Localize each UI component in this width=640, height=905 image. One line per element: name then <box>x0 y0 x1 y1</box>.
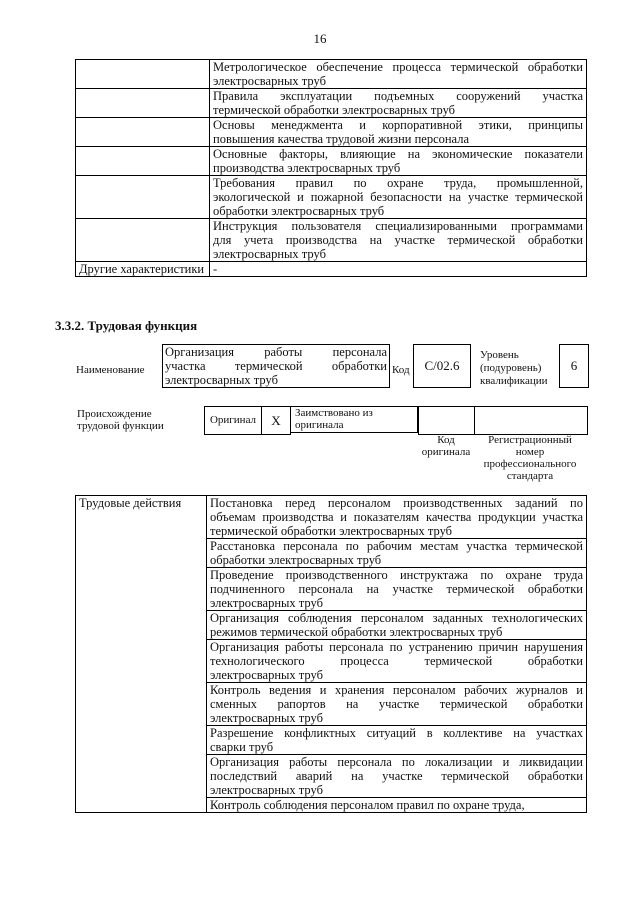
reg-caption-line: номер <box>515 446 545 458</box>
code-caption-line: Код <box>437 434 455 446</box>
cell-line: для учета производства на участке термической обработки <box>213 233 583 247</box>
cell-line: термической обработки электросварных труб <box>210 524 453 538</box>
labor-actions-label: Трудовые действия <box>76 496 207 813</box>
reg-caption-line: профессионального <box>483 458 577 470</box>
table-row <box>76 262 587 277</box>
reg-caption-line: Регистрационный <box>488 434 572 446</box>
cell-line: Правила эксплуатации подъемных сооружений участка <box>213 89 583 103</box>
cell-line: сменных рапортов на участке термической обработки <box>210 697 583 711</box>
cell-line: обработки электросварных труб <box>210 553 382 567</box>
row-value-cell <box>210 176 587 219</box>
cell-line: Организация работы персонала по устранению причин нарушения <box>210 640 583 654</box>
row-value-cell <box>210 89 587 118</box>
name-label: Наименование <box>76 364 145 376</box>
name-box <box>162 344 390 388</box>
cell-line: Контроль ведения и хранения персоналом рабочих журналов и <box>210 683 583 697</box>
row-value-cell <box>210 219 587 262</box>
code-caption <box>418 434 474 458</box>
cell-line: подчиненного персонала на участке термической обработки <box>210 582 583 596</box>
labor-action-cell <box>207 798 587 813</box>
cell-line: Расстановка персонала по рабочим местам участка термической <box>210 539 583 553</box>
cell-line: обработки электросварных труб <box>213 204 385 218</box>
table-row <box>76 89 587 118</box>
labor-actions-table <box>75 495 587 813</box>
cell-line: технологического процесса термической обработки <box>210 654 583 668</box>
name-line: электросварных труб <box>165 373 278 387</box>
borrowed-line: Заимствовано из <box>295 407 373 419</box>
cell-line: Постановка перед персоналом производственных заданий по <box>210 496 583 510</box>
table-row <box>76 219 587 262</box>
row-label-cell <box>76 176 210 219</box>
cell-line: электросварных труб <box>210 596 323 610</box>
labor-action-cell <box>207 755 587 798</box>
table-row <box>76 176 587 219</box>
code-caption-line: оригинала <box>421 446 471 458</box>
origin-label-line: Происхождение <box>77 408 152 420</box>
cell-line: Инструкция пользователя специализированными программами <box>213 219 583 233</box>
name-line: Организация работы персонала <box>165 345 387 359</box>
row-value-cell <box>210 60 587 89</box>
cell-line: электросварных труб <box>210 668 323 682</box>
labor-action-cell <box>207 496 587 539</box>
knowledge-table <box>75 59 587 277</box>
row-value-cell <box>210 147 587 176</box>
origin-mark-cell: X <box>261 406 291 435</box>
section-title: 3.3.2. Трудовая функция <box>55 318 198 333</box>
cell-line: объемам производства и показателям качества продукции участка <box>210 510 583 524</box>
table-row <box>76 118 587 147</box>
origin-original-cell: Оригинал <box>204 406 262 435</box>
cell-line: производства электросварных труб <box>213 161 401 175</box>
cell-line: сварки труб <box>210 740 274 754</box>
cell-line: Основы менеджмента и корпоративной этики, принципы <box>213 118 583 132</box>
labor-action-cell <box>207 683 587 726</box>
cell-line: электросварных труб <box>213 74 326 88</box>
cell-line: Метрологическое обеспечение процесса термической обработки <box>213 60 583 74</box>
cell-line: Проведение производственного инструктажа по охране труда <box>210 568 583 582</box>
level-label-line: (подуровень) <box>480 362 542 374</box>
cell-line: Основные факторы, влияющие на экономические показатели <box>213 147 583 161</box>
table-row <box>76 147 587 176</box>
reg-caption-line: стандарта <box>506 470 554 482</box>
row-label-cell <box>76 118 210 147</box>
cell-line: Организация соблюдения персоналом заданных технологических <box>210 611 583 625</box>
cell-line: экологической и пожарной безопасности на участке термической <box>213 190 583 204</box>
level-box: 6 <box>559 344 589 388</box>
row-label-cell <box>76 219 210 262</box>
reg-caption <box>474 434 586 482</box>
level-label-line: Уровень <box>480 349 519 361</box>
origin-borrowed-cell <box>290 406 418 433</box>
cell-line: - <box>213 262 218 276</box>
cell-line: режимов термической обработки электросварных труб <box>210 625 503 639</box>
page-number: 16 <box>313 31 327 46</box>
table-row <box>76 496 587 539</box>
labor-action-cell <box>207 611 587 640</box>
cell-line: повышения качества трудовой жизни персонала <box>213 132 470 146</box>
code-label: Код <box>392 364 410 376</box>
cell-line: электросварных труб <box>210 783 323 797</box>
labor-action-cell <box>207 539 587 568</box>
cell-line: последствий аварий на участке термической обработки <box>210 769 583 783</box>
origin-code-cell <box>418 406 475 435</box>
cell-line: Контроль соблюдения персоналом правил по охране труда, <box>210 798 525 812</box>
cell-line: электросварных труб <box>213 247 326 261</box>
cell-line: термической обработки электросварных труб <box>213 103 456 117</box>
row-label-cell: Другие характеристики <box>76 262 210 277</box>
labor-action-cell <box>207 640 587 683</box>
labor-action-cell <box>207 568 587 611</box>
cell-line: Требования правил по охране труда, промышленной, <box>213 176 583 190</box>
code-box: C/02.6 <box>413 344 471 388</box>
cell-line: Разрешение конфликтных ситуаций в коллективе на участках <box>210 726 583 740</box>
table-row <box>76 60 587 89</box>
labor-action-cell <box>207 726 587 755</box>
row-value-cell <box>210 262 587 277</box>
row-label-cell <box>76 147 210 176</box>
borrowed-line: оригинала <box>295 419 344 431</box>
cell-line: Организация работы персонала по локализации и ликвидации <box>210 755 583 769</box>
row-value-cell <box>210 118 587 147</box>
level-label-line: квалификации <box>480 375 548 387</box>
level-label <box>480 349 547 388</box>
name-line: участка термической обработки <box>165 359 387 373</box>
origin-label-line: трудовой функции <box>77 420 164 432</box>
row-label-cell <box>76 89 210 118</box>
row-label-cell <box>76 60 210 89</box>
origin-reg-cell <box>474 406 588 435</box>
origin-label <box>77 408 164 432</box>
cell-line: электросварных труб <box>210 711 323 725</box>
